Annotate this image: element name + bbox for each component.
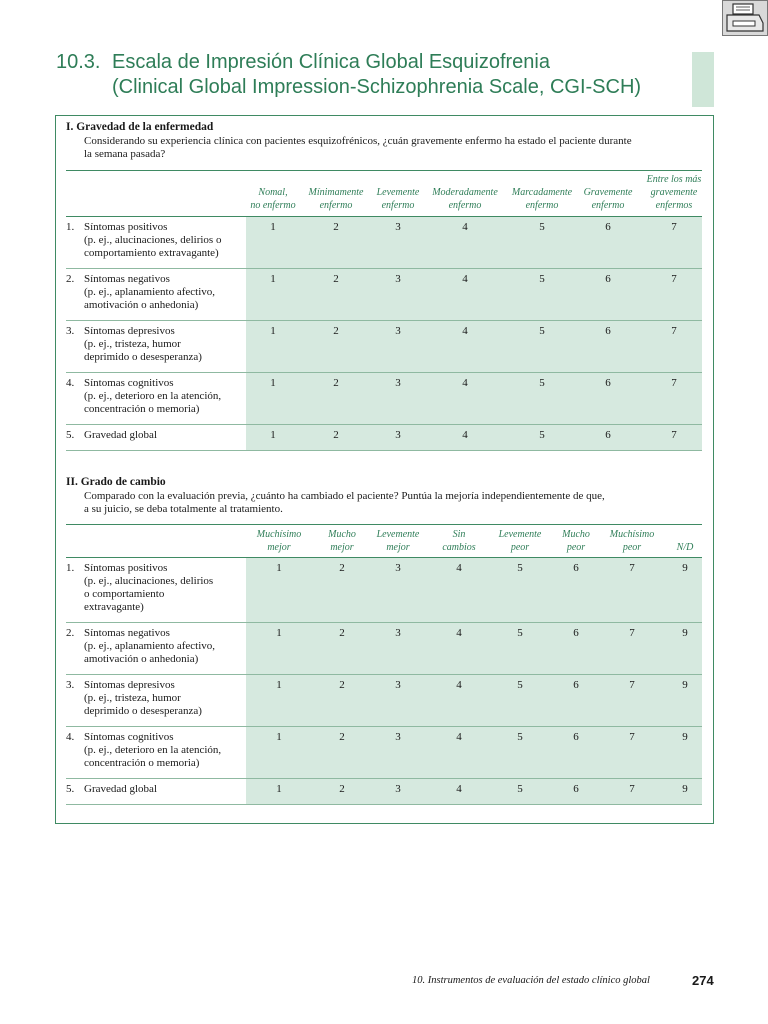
score-option: 4	[456, 627, 462, 639]
column-header-line	[635, 528, 735, 541]
score-option: 1	[270, 325, 276, 337]
item-label	[66, 273, 246, 312]
item-label	[66, 325, 246, 364]
page-number: 274	[692, 973, 714, 988]
score-option: 3	[395, 221, 401, 233]
item-text: (p. ej., deterioro en la atención,	[84, 390, 222, 402]
item-number: 2.	[66, 627, 75, 639]
section-tab	[692, 52, 714, 107]
item-number: 3.	[66, 325, 75, 337]
item-number: 2.	[66, 273, 75, 285]
score-option: 2	[333, 377, 339, 389]
score-option: 9	[682, 562, 688, 574]
column-header-line: Marcadamente	[511, 187, 573, 198]
score-option: 5	[539, 377, 545, 389]
score-option: 4	[462, 429, 468, 441]
item-label	[66, 429, 246, 442]
score-option: 4	[456, 731, 462, 743]
item-text: (p. ej., alucinaciones, delirios	[84, 575, 214, 587]
item-number: 3.	[66, 679, 75, 691]
score-option: 5	[539, 221, 545, 233]
score-option: 1	[270, 429, 276, 441]
score-option: 9	[682, 679, 688, 691]
score-option: 5	[517, 783, 523, 795]
item-number: 1.	[66, 221, 75, 233]
item-label	[66, 627, 246, 666]
section-number: 10.3.	[56, 51, 101, 73]
score-option: 5	[517, 627, 523, 639]
score-option: 1	[270, 377, 276, 389]
column-header-line: Levemente	[376, 187, 420, 198]
column-header-line: Muchísimo	[609, 529, 655, 540]
item-text: Síntomas cognitivos	[84, 377, 174, 389]
header-rule	[66, 170, 702, 171]
printer-icon	[723, 1, 767, 35]
item-number: 4.	[66, 377, 75, 389]
item-text: amotivación o anhedonia)	[84, 299, 199, 311]
item-text: o comportamiento	[84, 588, 165, 600]
item-text: Síntomas negativos	[84, 273, 170, 285]
column-header-line: gravemente	[650, 187, 698, 198]
item-text: (p. ej., aplanamiento afectivo,	[84, 640, 216, 652]
score-option: 5	[539, 429, 545, 441]
item-label	[66, 377, 246, 416]
item-text: Síntomas depresivos	[84, 325, 175, 337]
item-text: (p. ej., deterioro en la atención,	[84, 744, 222, 756]
score-option: 1	[270, 273, 276, 285]
item-text: Síntomas depresivos	[84, 679, 175, 691]
score-option: 5	[517, 562, 523, 574]
score-option: 4	[456, 783, 462, 795]
score-option: 6	[573, 783, 579, 795]
column-header	[635, 528, 735, 554]
item-number: 4.	[66, 731, 75, 743]
title-line-2: (Clinical Global Impression-Schizophrenia Scale, CGI-SCH)	[112, 76, 642, 98]
column-header-line: peor	[622, 542, 642, 553]
item-text: extravagante)	[84, 601, 144, 613]
score-option: 5	[517, 679, 523, 691]
score-option: 2	[333, 429, 339, 441]
item-number: 5.	[66, 429, 75, 441]
item-text: deprimido o desesperanza)	[84, 705, 202, 717]
column-header-line: peor	[566, 542, 586, 553]
item-text: amotivación o anhedonia)	[84, 653, 199, 665]
column-header-line: enfermo	[525, 200, 559, 211]
column-header-line: enfermo	[381, 200, 415, 211]
item-text: Síntomas positivos	[84, 221, 168, 233]
section-description-line-1: Considerando su experiencia clínica con pacientes esquizofrénicos, ¿cuán gravemente enfermo ha estado el paciente durante	[84, 135, 632, 147]
item-text: Síntomas cognitivos	[84, 731, 174, 743]
score-option: 9	[682, 731, 688, 743]
score-option: 6	[605, 221, 611, 233]
score-option: 3	[395, 562, 401, 574]
score-option: 7	[671, 221, 677, 233]
row-rule	[66, 450, 702, 451]
score-option: 1	[276, 562, 282, 574]
score-option: 3	[395, 325, 401, 337]
section-description-line-2: la semana pasada?	[84, 148, 166, 160]
score-option: 9	[682, 783, 688, 795]
score-option: 9	[682, 627, 688, 639]
score-option: 1	[276, 731, 282, 743]
column-header	[624, 173, 724, 212]
column-header-line: enfermos	[655, 200, 693, 211]
column-header-line: mejor	[330, 542, 354, 553]
score-option: 6	[605, 377, 611, 389]
score-option: 2	[333, 221, 339, 233]
column-header-line: cambios	[442, 542, 476, 553]
score-option: 3	[395, 377, 401, 389]
score-option: 3	[395, 273, 401, 285]
item-text: (p. ej., aplanamiento afectivo,	[84, 286, 216, 298]
score-option: 2	[333, 273, 339, 285]
item-label	[66, 562, 246, 614]
score-option: 7	[629, 731, 635, 743]
column-header-line: Entre los más	[646, 174, 702, 185]
score-option: 2	[339, 783, 345, 795]
score-option: 6	[605, 325, 611, 337]
score-option: 7	[629, 679, 635, 691]
score-option: 7	[671, 377, 677, 389]
column-header-line: mejor	[267, 542, 291, 553]
section-description-line-2: a su juicio, se deba totalmente al tratamiento.	[84, 503, 283, 515]
score-option: 2	[339, 679, 345, 691]
section-description-line-1: Comparado con la evaluación previa, ¿cuánto ha cambiado el paciente? Puntúa la mejoría independientemente de que,	[84, 490, 605, 502]
column-header-line: Levemente	[498, 529, 542, 540]
score-option: 3	[395, 731, 401, 743]
score-option: 5	[539, 325, 545, 337]
score-option: 4	[462, 325, 468, 337]
column-header-line: mejor	[386, 542, 410, 553]
item-number: 1.	[66, 562, 75, 574]
column-header-line: Mucho	[328, 529, 356, 540]
score-option: 2	[339, 731, 345, 743]
item-label	[66, 731, 246, 770]
score-option: 6	[605, 273, 611, 285]
score-option: 4	[462, 377, 468, 389]
item-label	[66, 783, 246, 796]
score-option: 1	[270, 221, 276, 233]
score-option: 2	[333, 325, 339, 337]
score-option: 6	[573, 679, 579, 691]
item-label	[66, 221, 246, 260]
item-text: concentración o memoria)	[84, 757, 200, 769]
score-option: 4	[462, 221, 468, 233]
page-title	[56, 50, 641, 100]
score-option: 7	[671, 325, 677, 337]
score-option: 6	[573, 562, 579, 574]
score-option: 3	[395, 627, 401, 639]
title-line-1: Escala de Impresión Clínica Global Esquizofrenia	[112, 51, 550, 73]
score-option: 4	[456, 562, 462, 574]
item-text: comportamiento extravagante)	[84, 247, 219, 259]
column-header-line: peor	[510, 542, 530, 553]
score-option: 4	[456, 679, 462, 691]
score-option: 5	[517, 731, 523, 743]
score-option: 7	[629, 783, 635, 795]
column-header-line: enfermo	[591, 200, 625, 211]
score-option: 6	[573, 731, 579, 743]
score-option: 5	[539, 273, 545, 285]
column-header-line: enfermo	[319, 200, 353, 211]
column-header-line: Sin	[452, 529, 466, 540]
score-option: 3	[395, 679, 401, 691]
row-rule	[66, 804, 702, 805]
column-header-line: Levemente	[376, 529, 420, 540]
item-text: concentración o memoria)	[84, 403, 200, 415]
item-text: Síntomas negativos	[84, 627, 170, 639]
score-option: 7	[629, 562, 635, 574]
column-header-line: Gravemente	[583, 187, 633, 198]
column-header-line: Nomal,	[258, 187, 288, 198]
score-option: 4	[462, 273, 468, 285]
score-option: 1	[276, 679, 282, 691]
item-text: (p. ej., alucinaciones, delirios o	[84, 234, 222, 246]
score-option: 2	[339, 627, 345, 639]
item-text: Síntomas positivos	[84, 562, 168, 574]
column-header-line: Moderadamente	[432, 187, 498, 198]
item-text: Gravedad global	[84, 429, 157, 441]
footer-text: 10. Instrumentos de evaluación del estado clínico global	[412, 975, 650, 986]
score-option: 6	[605, 429, 611, 441]
score-option: 2	[339, 562, 345, 574]
column-header-line: no enfermo	[250, 200, 296, 211]
column-header-line: enfermo	[448, 200, 482, 211]
item-text: (p. ej., tristeza, humor	[84, 692, 181, 704]
column-header-line: Muchísimo	[256, 529, 302, 540]
score-option: 7	[629, 627, 635, 639]
score-option: 6	[573, 627, 579, 639]
item-number: 5.	[66, 783, 75, 795]
section-title: I. Gravedad de la enfermedad	[66, 121, 214, 133]
column-header-line: N/D	[676, 542, 694, 553]
column-header-line: Mínimamente	[308, 187, 364, 198]
print-button[interactable]	[722, 0, 768, 36]
item-text: deprimido o desesperanza)	[84, 351, 202, 363]
score-option: 7	[671, 273, 677, 285]
header-rule	[66, 524, 702, 525]
section-title: II. Grado de cambio	[66, 476, 166, 488]
item-label	[66, 679, 246, 718]
item-text: Gravedad global	[84, 783, 157, 795]
score-option: 3	[395, 783, 401, 795]
score-option: 7	[671, 429, 677, 441]
score-option: 1	[276, 783, 282, 795]
column-header-line: Mucho	[562, 529, 590, 540]
score-option: 3	[395, 429, 401, 441]
score-option: 1	[276, 627, 282, 639]
item-text: (p. ej., tristeza, humor	[84, 338, 181, 350]
